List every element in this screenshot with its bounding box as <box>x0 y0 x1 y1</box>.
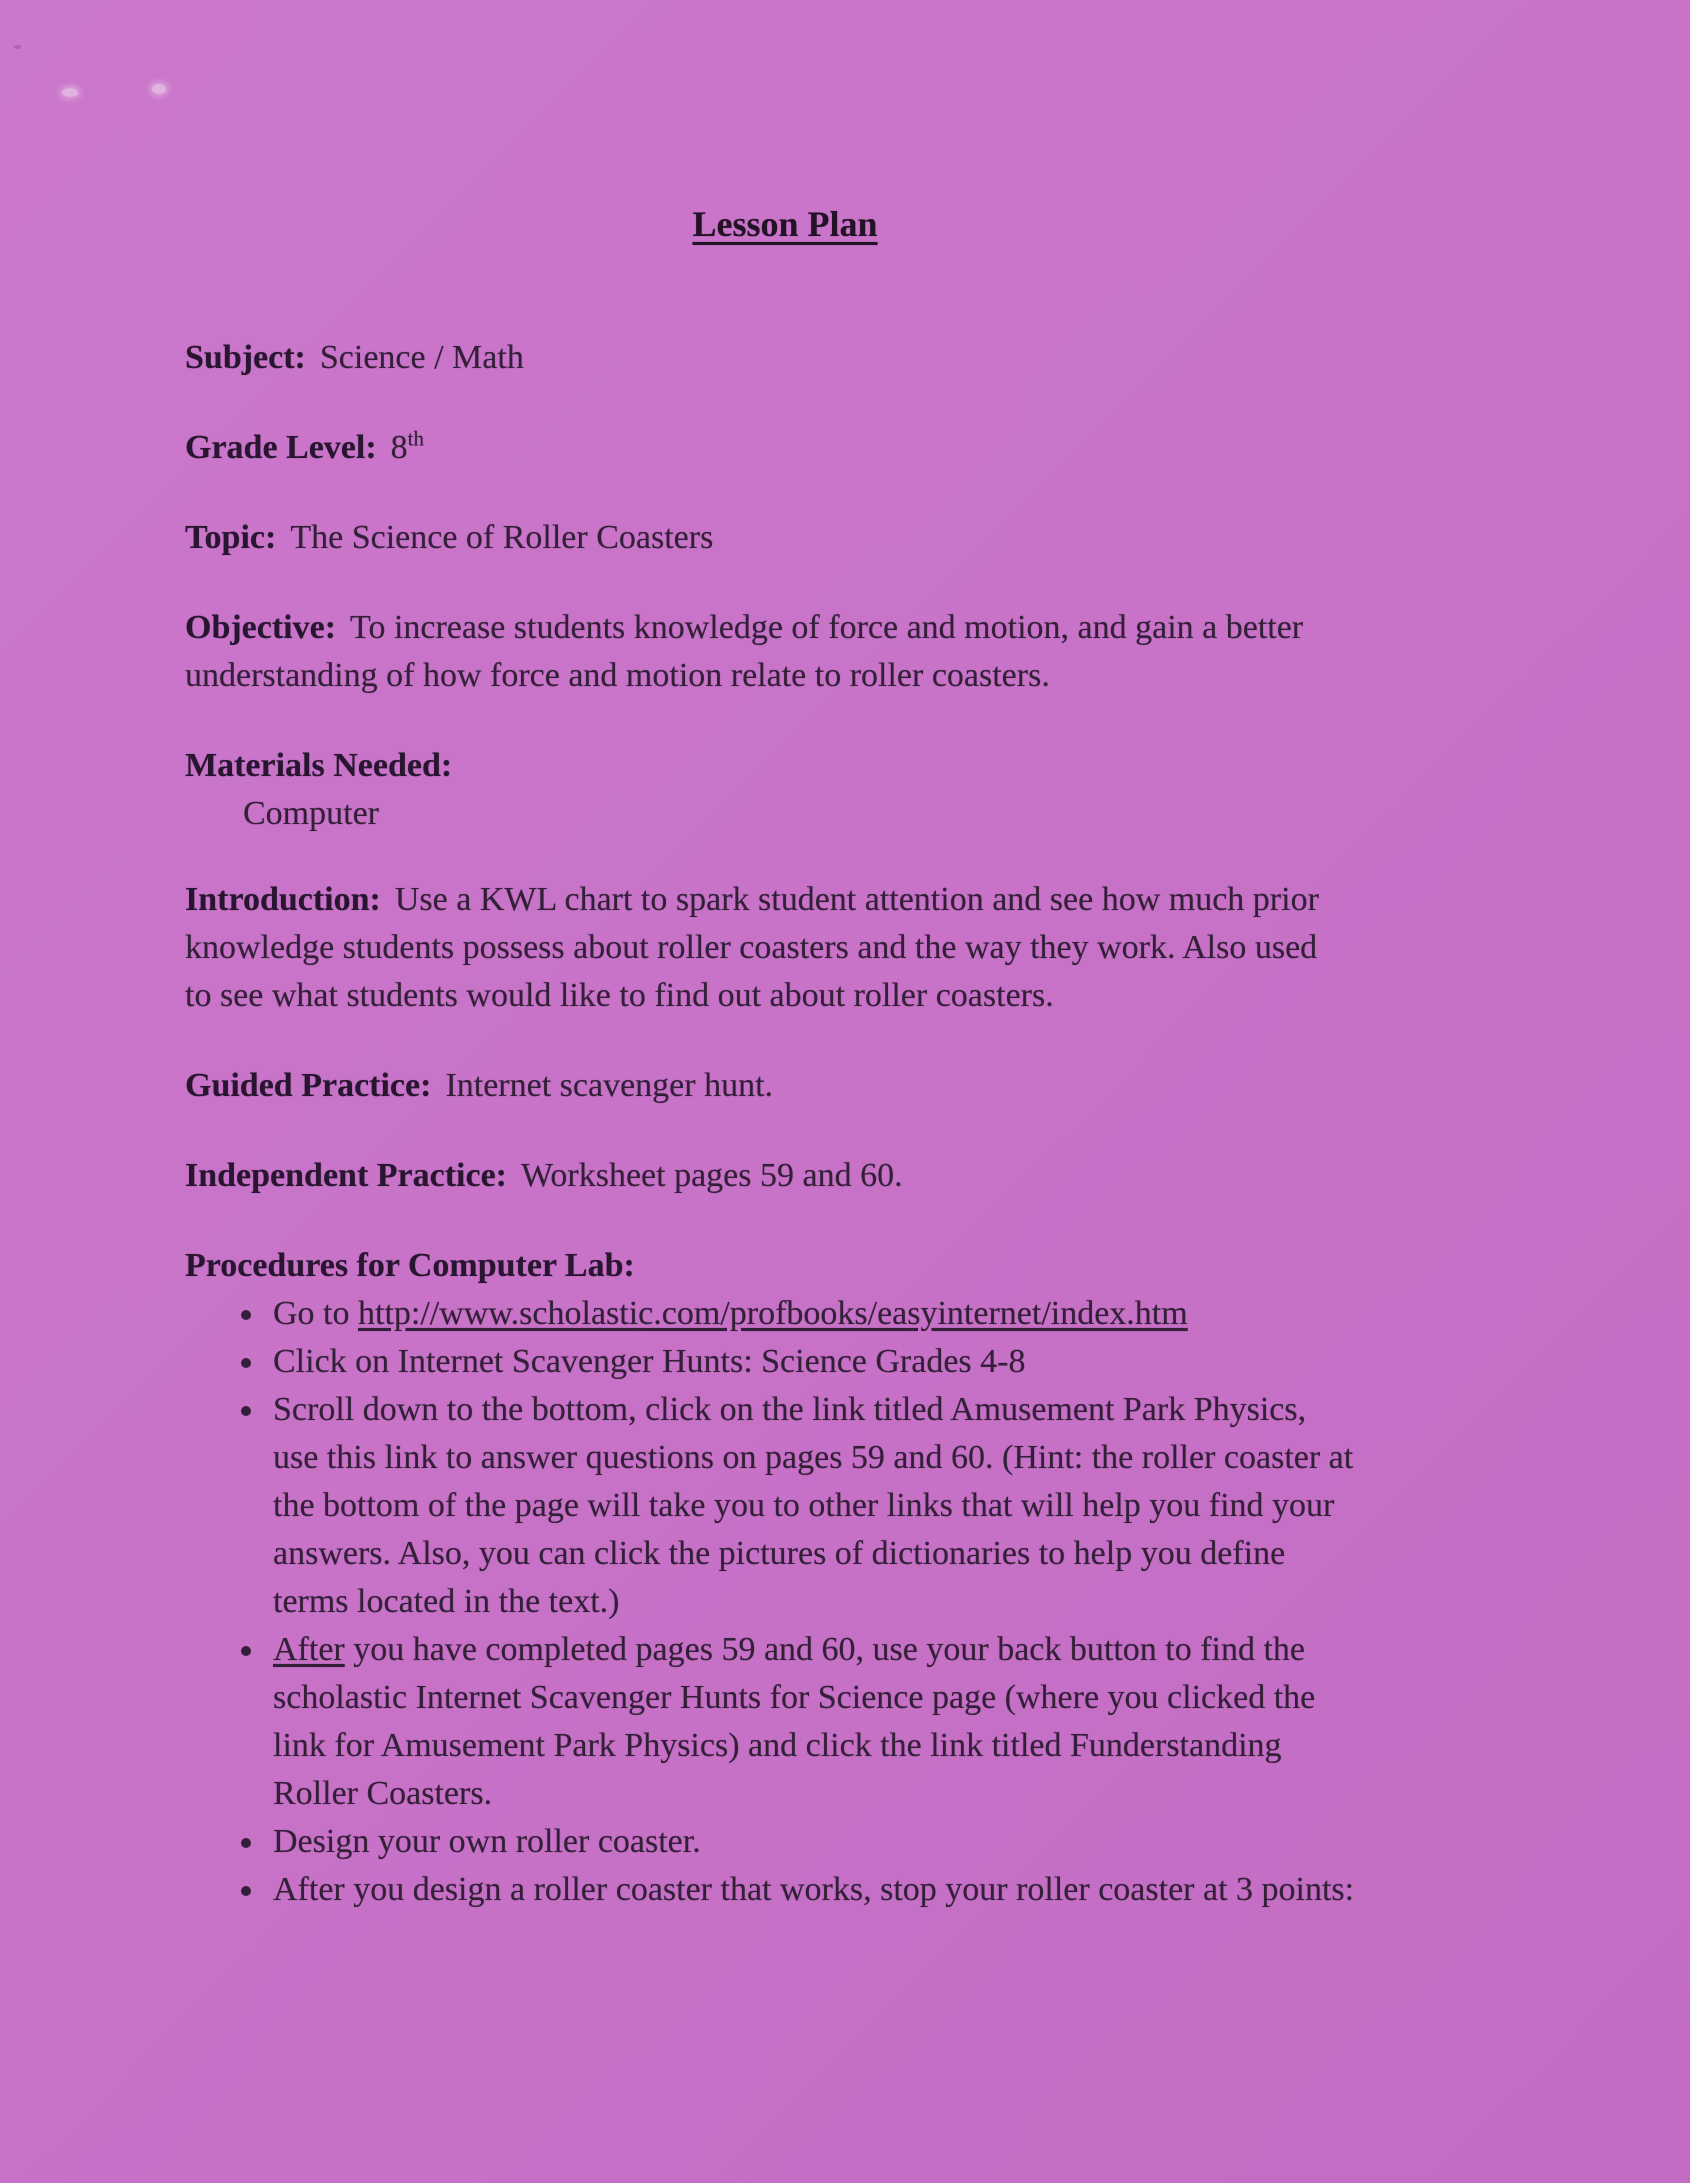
introduction-text: Use a KWL chart to spark student attention and see how much prior knowledge students possess about roller coasters and the way they work. Also used to see what students would like to find out about roller coasters. <box>185 881 1319 1014</box>
procedure-step-stop-3-points <box>267 1866 1358 1914</box>
procedures-list <box>185 1290 1395 1914</box>
procedure-step-text: Scroll down to the bottom, click on the link titled Amusement Park Physics, use this link to answer questions on pages 59 and 60. (Hint: the roller coaster at the bottom of the page will take you to other links that will help you find your answers. Also, you can click the pictures of dictionaries to help you define terms located in the text.) <box>273 1391 1354 1620</box>
page-title: Lesson Plan <box>692 204 878 244</box>
guided-practice-field <box>185 1062 1395 1110</box>
grade-level-value: 8 <box>390 429 408 466</box>
procedure-step-text: Go to <box>273 1295 358 1332</box>
scan-artifact <box>62 88 78 97</box>
objective-label: Objective: <box>185 609 337 646</box>
procedures-section <box>185 1242 1395 1914</box>
independent-practice-label: Independent Practice: <box>185 1157 508 1194</box>
grade-level-label: Grade Level: <box>185 429 377 466</box>
procedures-heading <box>185 1242 1395 1290</box>
independent-practice-field <box>185 1152 1395 1200</box>
topic-label: Topic: <box>185 519 277 556</box>
procedure-step-goto-url <box>267 1290 1358 1338</box>
subject-field <box>185 334 1395 382</box>
topic-field <box>185 514 1395 562</box>
materials-item: Computer <box>243 795 379 832</box>
procedure-step-scroll-amusement <box>267 1386 1358 1626</box>
procedure-step-text: Design your own roller coaster. <box>273 1823 701 1860</box>
procedure-step-design-coaster <box>267 1818 1358 1866</box>
procedure-step-text: After you design a roller coaster that works, stop your roller coaster at 3 points: <box>273 1871 1355 1908</box>
procedure-step-text: Click on Internet Scavenger Hunts: Science Grades 4-8 <box>273 1343 1026 1380</box>
materials-heading <box>185 742 1395 790</box>
objective-text: To increase students knowledge of force and motion, and gain a better understanding of how force and motion relate to roller coasters. <box>185 609 1304 694</box>
procedure-step-click-hunts <box>267 1338 1358 1386</box>
materials-section <box>185 742 1395 838</box>
subject-label: Subject: <box>185 339 306 376</box>
procedure-step-after-completed <box>267 1626 1358 1818</box>
guided-practice-label: Guided Practice: <box>185 1067 432 1104</box>
procedures-label: Procedures for Computer Lab: <box>185 1247 635 1284</box>
independent-practice-text: Worksheet pages 59 and 60. <box>521 1157 903 1194</box>
grade-level-field <box>185 424 1395 472</box>
materials-label: Materials Needed: <box>185 747 453 784</box>
subject-value: Science / Math <box>319 339 524 376</box>
guided-practice-text: Internet scavenger hunt. <box>445 1067 774 1104</box>
grade-level-ordinal: th <box>407 426 425 451</box>
procedure-step-underlined-word: After <box>273 1631 345 1668</box>
scan-artifact <box>152 84 166 94</box>
introduction-label: Introduction: <box>185 881 381 918</box>
scholastic-url: http://www.scholastic.com/profbooks/easyinternet/index.htm <box>358 1295 1188 1332</box>
introduction-paragraph <box>185 876 1335 1020</box>
scan-artifact <box>14 45 21 49</box>
topic-value: The Science of Roller Coasters <box>290 519 714 556</box>
document-body <box>185 200 1395 1914</box>
procedure-step-text: you have completed pages 59 and 60, use your back button to find the scholastic Internet Scavenger Hunts for Science page (where you clicked the link for Amusement Park Physics) and click the link titled Funderstanding Roller Coasters. <box>273 1631 1316 1812</box>
objective-paragraph <box>185 604 1335 700</box>
